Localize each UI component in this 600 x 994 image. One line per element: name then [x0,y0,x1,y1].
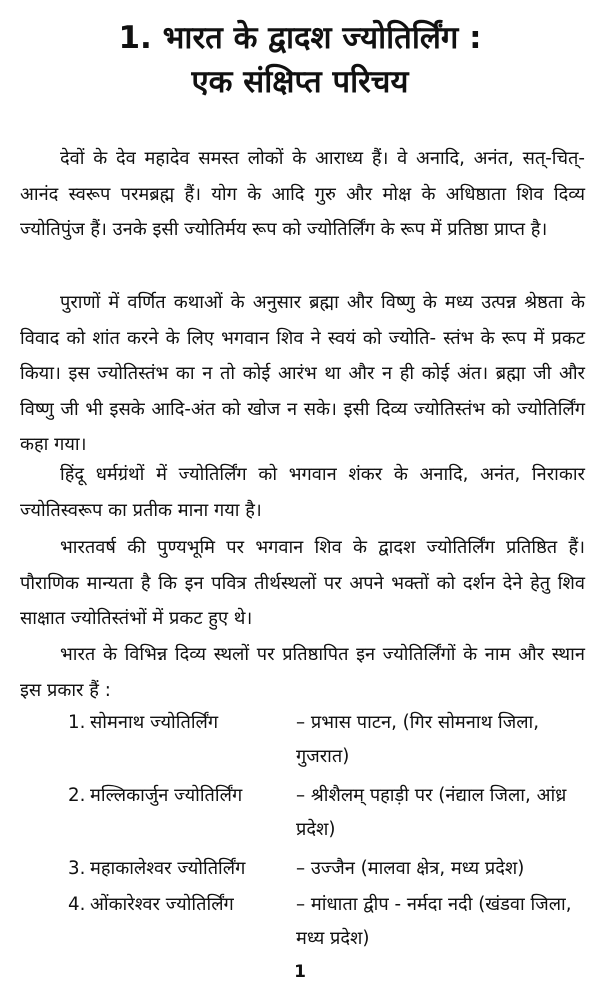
page-number: 1 [294,962,306,982]
paragraph-5-text: भारत के विभिन्न दिव्य स्थलों पर प्रतिष्ठापित इन ज्योतिर्लिंगों के नाम और स्थान इस प्रकार हैं : [20,644,585,701]
paragraph-4 [20,530,585,637]
paragraph-1 [20,141,585,248]
list-item-place: – उज्जैन (मालवा क्षेत्र, मध्य प्रदेश) [296,858,525,879]
paragraph-2-text: पुराणों में वर्णित कथाओं के अनुसार ब्रह्मा और विष्णु के मध्य उत्पन्न श्रेष्ठता के विवाद को शांत करने के लिए भगवान शिव ने स्वयं को ज्योति- स्तंभ के रूप में प्रकट किया। इस ज्योतिस्तंभ का न तो कोई आरंभ था और न ही कोई अंत। ब्रह्मा जी और विष्णु जी भी इसके आदि-अंत को खोज न सके। इसी दिव्य ज्योतिस्तंभ को ज्योतिर्लिंग कहा गया। [20,292,585,455]
list-item-name: महाकालेश्वर ज्योतिर्लिंग [90,858,246,879]
paragraph-3 [20,457,585,528]
paragraph-1-text: देवों के देव महादेव समस्त लोकों के आराध्य हैं। वे अनादि, अनंत, सत्-चित्-आनंद स्वरूप परमब्रह्म हैं। योग के आदि गुरु और मोक्ष के अधिष्ठाता शिव दिव्य ज्योतिपुंज हैं। उनके इसी ज्योतिर्मय रूप को ज्योतिर्लिंग के रूप में प्रतिष्ठा प्राप्त है। [20,148,585,240]
list-item-place: – मांधाता द्वीप - नर्मदा नदी (खंडवा जिला, मध्य प्रदेश) [296,894,572,949]
list-item-number: 2. [68,785,86,806]
list-item-number: 1. [68,712,86,733]
paragraph-2 [20,285,585,463]
list-item-name: ओंकारेश्वर ज्योतिर्लिंग [90,894,234,915]
chapter-title-line-1: 1. भारत के द्वादश ज्योतिर्लिंग : [118,20,482,56]
paragraph-5 [20,637,585,708]
paragraph-3-text: हिंदू धर्मग्रंथों में ज्योतिर्लिंग को भगवान शंकर के अनादि, अनंत, निराकार ज्योतिस्वरूप का प्रतीक माना गया है। [20,464,585,521]
list-item-name: सोमनाथ ज्योतिर्लिंग [90,712,219,733]
list-item-name: मल्लिकार्जुन ज्योतिर्लिंग [90,785,243,806]
list-item-number: 3. [68,858,86,879]
paragraph-4-text: भारतवर्ष की पुण्यभूमि पर भगवान शिव के द्वादश ज्योतिर्लिंग प्रतिष्ठित हैं। पौराणिक मान्यता है कि इन पवित्र तीर्थस्थलों पर अपने भक्तों को दर्शन देने हेतु शिव साक्षात ज्योतिस्तंभों में प्रकट हुए थे। [20,537,586,629]
list-item-place: – प्रभास पाटन, (गिर सोमनाथ जिला, गुजरात) [296,712,540,767]
chapter-title-line-2: एक संक्षिप्त परिचय [191,64,409,100]
list-item-place: – श्रीशैलम् पहाड़ी पर (नंद्याल जिला, आंध्र प्रदेश) [296,785,567,840]
list-item-number: 4. [68,894,86,915]
